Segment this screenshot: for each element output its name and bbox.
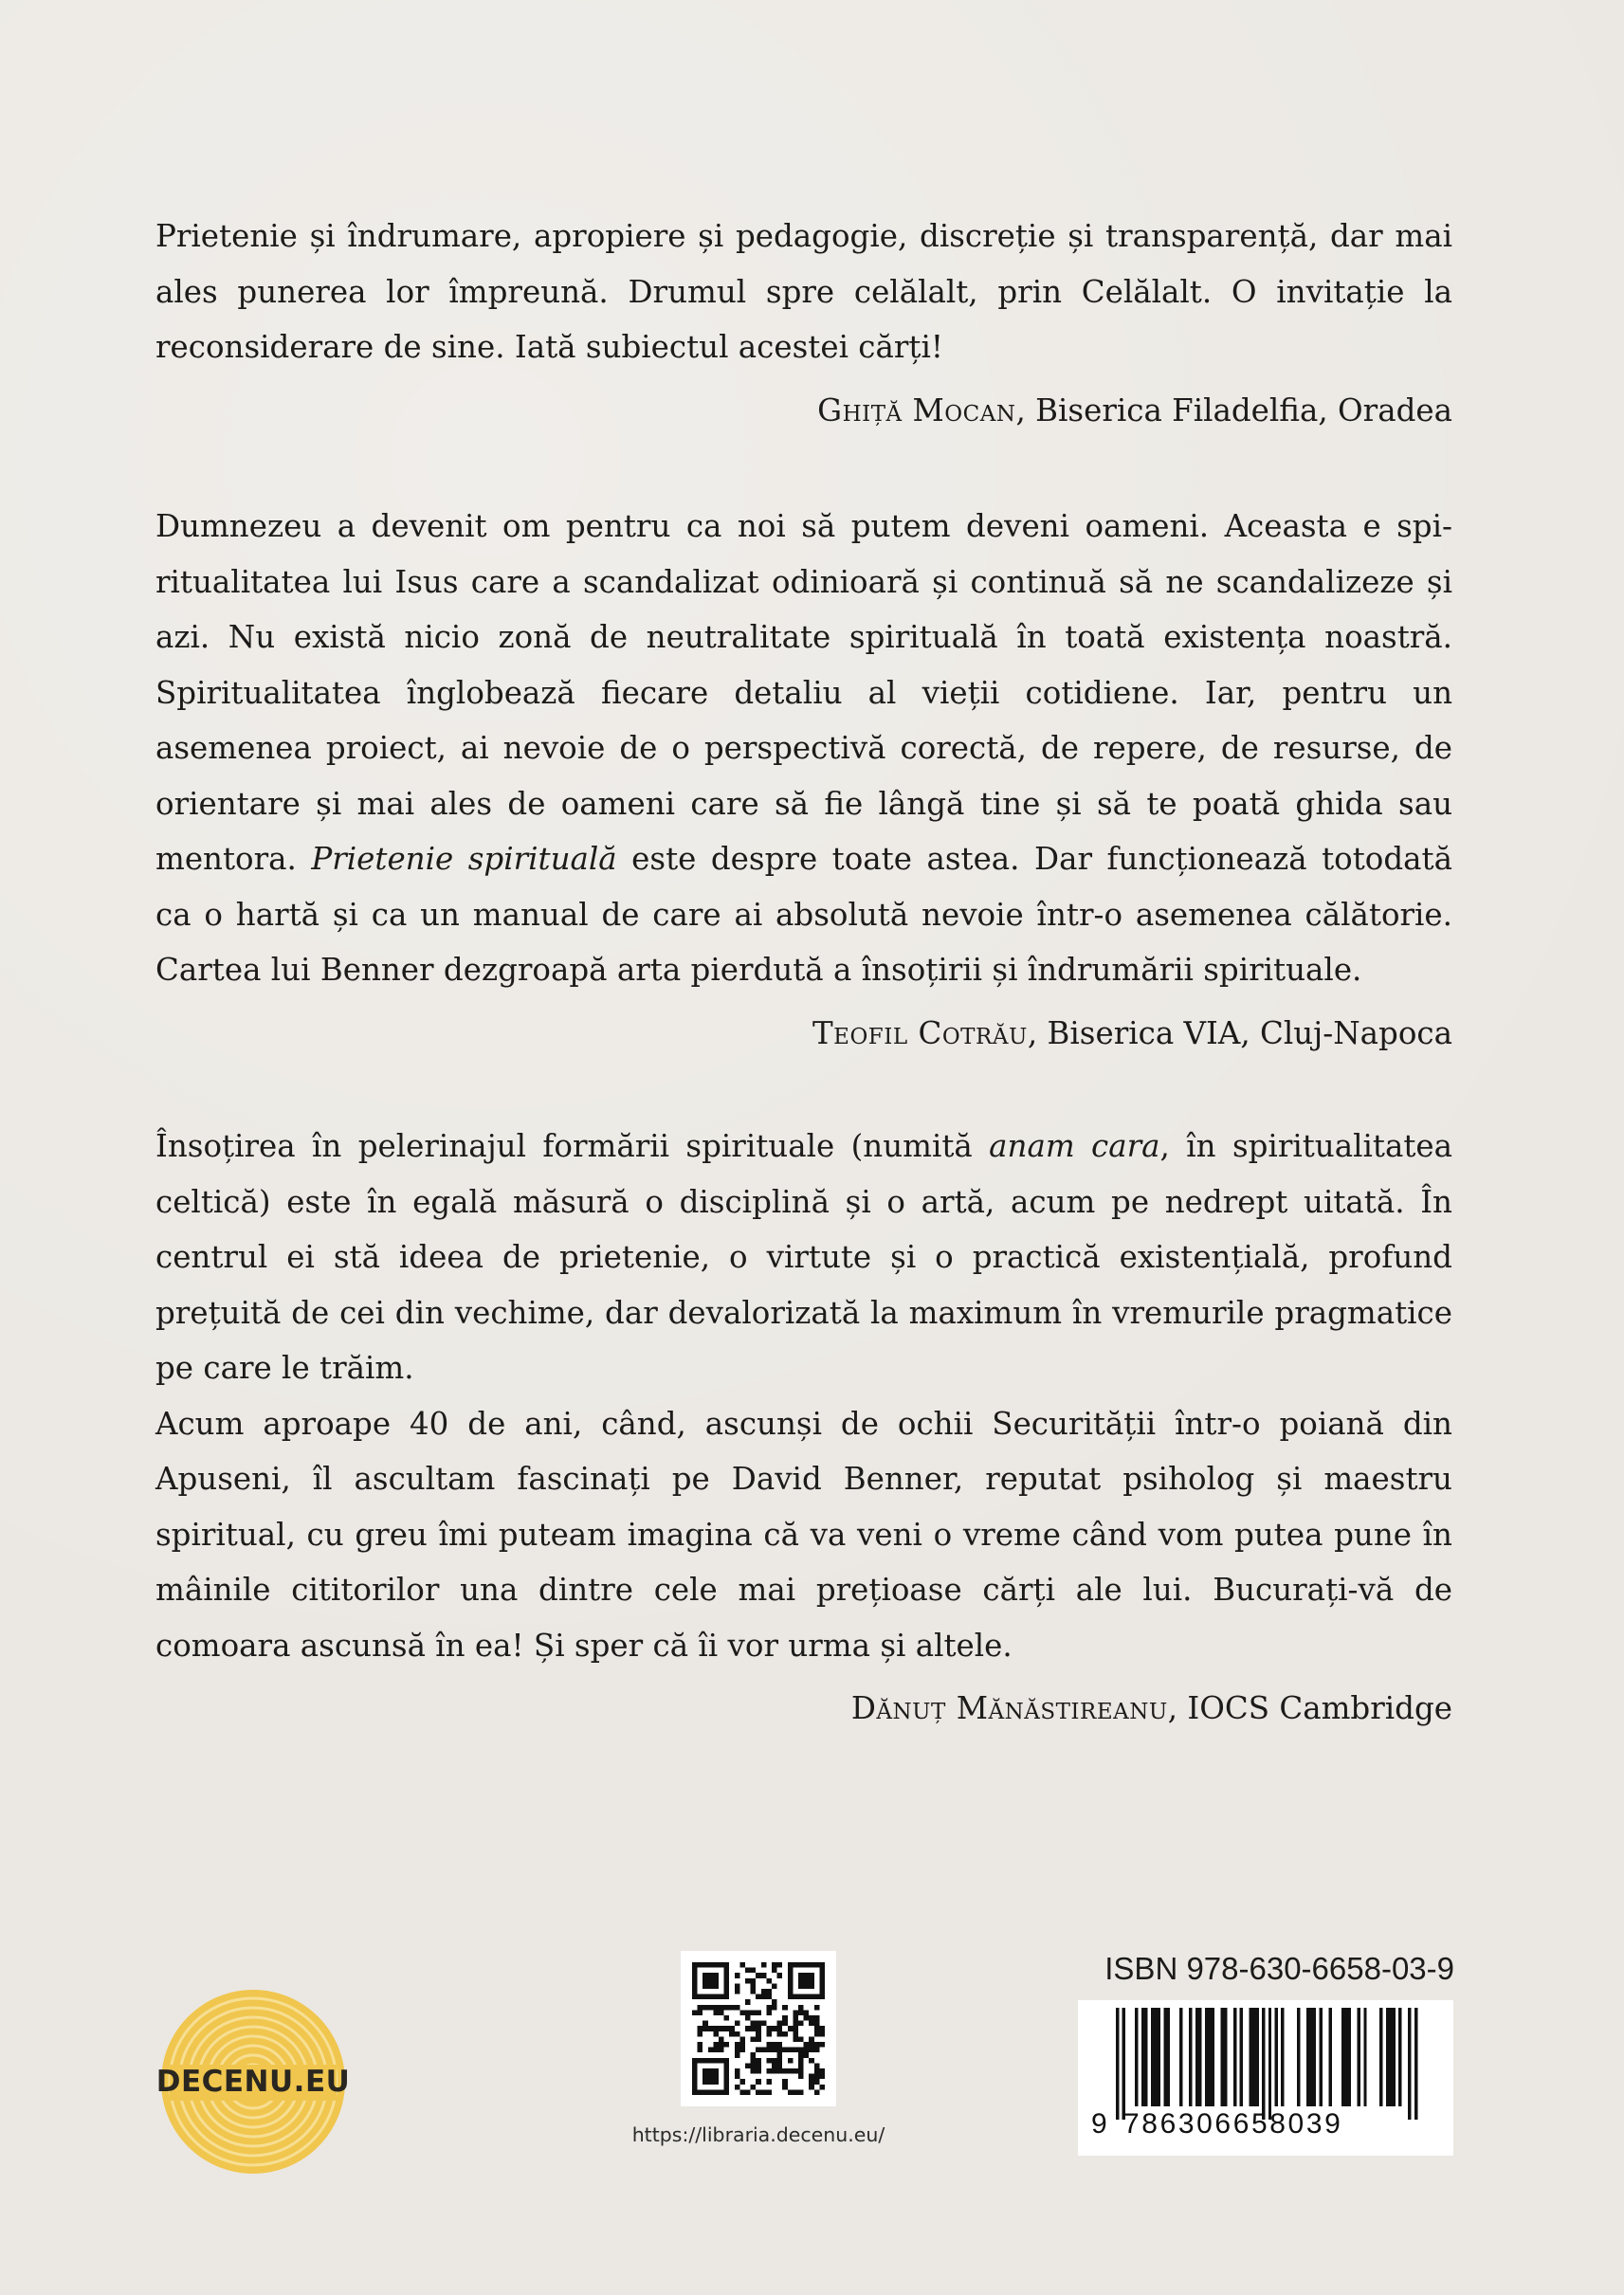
- barcode-bar: [1189, 2008, 1192, 2106]
- barcode-bar: [1144, 2008, 1147, 2106]
- qr-code[interactable]: [681, 1951, 836, 2106]
- barcode-bar: [1297, 2008, 1300, 2106]
- publisher-logo: [155, 1989, 351, 2175]
- barcode-bar: [1348, 2008, 1351, 2106]
- barcode-bar: [1233, 2008, 1236, 2106]
- endorsement-2-author: Teofil Cotrău: [812, 1014, 1028, 1051]
- barcode-bar: [1306, 2008, 1309, 2106]
- endorsement-1-attribution: [155, 383, 1452, 438]
- barcode-bar: [1408, 2008, 1411, 2120]
- barcode-bar: [1344, 2008, 1347, 2106]
- barcode-bar: [1398, 2008, 1401, 2106]
- endorsement-1-affiliation: , Biserica Filadelfia, Oradea: [1015, 392, 1452, 428]
- endorsement-3-author: Dănuț Mănăstireanu: [850, 1690, 1168, 1726]
- endorsement-1-text: Prietenie și îndrumare, apropiere și pedagogie, discreție și transparență, dar mai ales punerea lor împreună. Drumul spre celălalt, prin Celălalt. O invitație la reconsiderare de sine. Iată subiectul acestei cărți!: [155, 218, 1452, 365]
- barcode-digit-group: 786306658039: [1123, 2108, 1343, 2140]
- book-title-italic: Prietenie spirituală: [311, 841, 617, 877]
- barcode-bar: [1250, 2008, 1252, 2106]
- barcode-bar: [1389, 2008, 1392, 2106]
- barcode-bar: [1151, 2008, 1154, 2106]
- endorsement-3-attribution: [155, 1681, 1452, 1736]
- barcode-bar: [1212, 2008, 1214, 2106]
- anam-cara-italic: anam cara: [989, 1128, 1160, 1164]
- endorsement-3-text-part-1: Însoțirea în pelerinajul formării spirituale (numită: [155, 1128, 990, 1164]
- barcode-bar: [1208, 2008, 1211, 2106]
- barcode-bar: [1116, 2008, 1119, 2120]
- publisher-logo-text: DECENU.EU: [155, 2065, 351, 2099]
- barcode-bar: [1358, 2008, 1360, 2106]
- barcode-bar: [1221, 2008, 1224, 2106]
- barcode-bar: [1154, 2008, 1157, 2106]
- endorsement-2-text-part-2: este despre toate astea. Dar funcționează totodată ca o hartă și ca un manual de care ai absolută nevoie într-o asemenea călătorie. Cartea lui Benner dezgroapă arta pierdută a însoțirii și îndrumării spirituale.: [155, 841, 1452, 988]
- isbn-label: ISBN 978-630-6658-03-9: [1104, 1951, 1454, 1986]
- endorsement-2-text-part-1: Dumnezeu a devenit om pentru ca noi să putem deveni oameni. Aceasta e spiritualitatea lui Isus care a scandalizat odinioară și continuă să ne scandalizeze și azi. Nu există nicio zonă de neutralitate spirituală în toată existența noastră. Spiritualitatea înglobează fiecare detaliu al vieții cotidiene. Iar, pentru un asemenea proiect, ai nevoie de o perspectivă corectă, de repere, de resurse, de orientare și mai ales de oameni care să fie lângă tine și să te poată ghida sau mentora.: [155, 508, 1452, 877]
- barcode-bar: [1414, 2008, 1417, 2120]
- barcode-bar: [1255, 2008, 1258, 2106]
- barcode-bar: [1141, 2008, 1144, 2106]
- endorsement-2: [155, 499, 1452, 1061]
- barcode-bar: [1158, 2008, 1160, 2106]
- barcode-bar: [1281, 2008, 1284, 2106]
- barcode-bar: [1379, 2008, 1382, 2106]
- barcode-bar: [1262, 2008, 1265, 2120]
- barcode-bar: [1195, 2008, 1198, 2106]
- barcode-bar: [1319, 2008, 1322, 2106]
- endorsement-1: [155, 209, 1452, 438]
- barcode-bar: [1313, 2008, 1316, 2106]
- barcode-bar: [1205, 2008, 1208, 2106]
- barcode-bar: [1179, 2008, 1182, 2106]
- endorsement-2-affiliation: , Biserica VIA, Cluj-Napoca: [1027, 1014, 1452, 1051]
- barcode-bar: [1309, 2008, 1312, 2106]
- barcode-bar: [1268, 2008, 1271, 2120]
- barcode-bar: [1392, 2008, 1395, 2106]
- barcode-bar: [1167, 2008, 1170, 2106]
- barcode-bar: [1363, 2008, 1366, 2106]
- endorsement-3-paragraph-1: [155, 1119, 1452, 1396]
- endorsement-2-attribution: [155, 1006, 1452, 1061]
- barcode-bar: [1275, 2008, 1278, 2106]
- barcode-first-digit: 9: [1091, 2108, 1110, 2140]
- isbn-barcode: [1078, 2000, 1453, 2156]
- barcode-bar: [1328, 2008, 1331, 2106]
- barcode-bar: [1252, 2008, 1255, 2106]
- barcode-bar: [1135, 2008, 1138, 2106]
- qr-code-icon: [692, 1962, 825, 2095]
- publisher-url[interactable]: https://libraria.decenu.eu/: [631, 2123, 885, 2146]
- endorsement-3-paragraph-2: Acum aproape 40 de ani, când, ascunși de ochii Securității într-o poiană din Apuseni, îl ascultam fascinați pe David Benner, reputat psiholog și maestru spiritual, cu greu îmi puteam imagina că va veni o vreme când vom putea pune în mâinile cititorilor una dintre cele mai prețioase cărți ale lui. Bucurați-vă de comoara ascunsă în ea! Și sper că îi vor urma și altele.: [155, 1405, 1452, 1664]
- endorsement-1-author: Ghiță Mocan: [817, 392, 1016, 428]
- barcode-bar: [1240, 2008, 1243, 2106]
- barcode-bar: [1341, 2008, 1344, 2106]
- barcode-bar: [1386, 2008, 1389, 2106]
- barcode-bar: [1122, 2008, 1125, 2120]
- barcode-bar: [1224, 2008, 1227, 2106]
- endorsement-3-text-part-2: , în spiritualitatea celtică) este în egală măsură o disciplină și o artă, acum pe nedrept uitată. În centrul ei stă ideea de prietenie, o virtute și o practică existențială, profund prețuită de cei din vechime, dar devalorizată la maximum în vremurile pragmatice pe care le trăim.: [155, 1128, 1453, 1386]
- endorsement-2-text: [155, 499, 1452, 998]
- barcode-bar: [1198, 2008, 1201, 2106]
- endorsement-3-affiliation: , IOCS Cambridge: [1167, 1690, 1452, 1726]
- endorsement-3: [155, 1119, 1452, 1736]
- barcode-bar: [1163, 2008, 1166, 2106]
